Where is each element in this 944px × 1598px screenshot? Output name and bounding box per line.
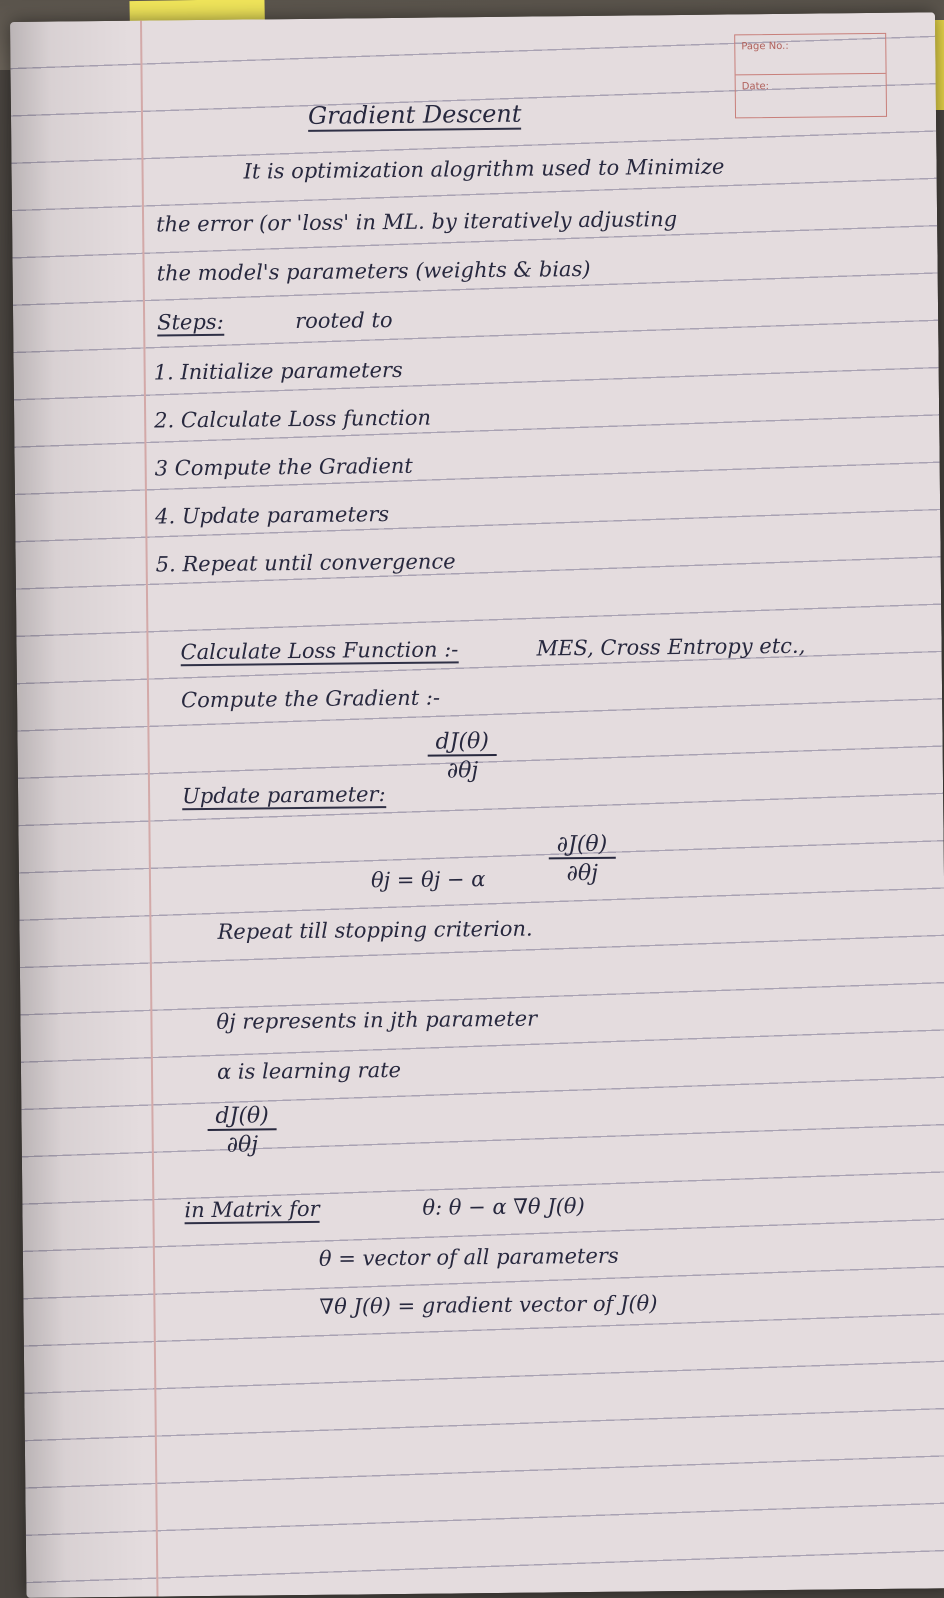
step-4: 4. Update parameters (155, 502, 390, 529)
legend-fraction (207, 1103, 277, 1158)
steps-note: rooted to (295, 308, 393, 334)
legend-theta: θj represents in jth parameter (216, 1006, 538, 1034)
gradient-denominator: ∂θj (446, 758, 479, 784)
definition-line-2: the error (or 'loss' in ML. by iteratively adjusting (156, 207, 678, 237)
update-heading: Update parameter: (181, 782, 386, 809)
gradient-definition: ∇θ J(θ) = gradient vector of J(θ) (319, 1291, 658, 1319)
gradient-numerator: dJ(θ) (427, 729, 497, 757)
definition-line-1: It is optimization alogrithm used to Minimize (243, 154, 725, 184)
update-rule-lhs: θj = θj − α (370, 867, 486, 893)
gradient-fraction (427, 729, 497, 784)
margin-line (140, 21, 159, 1597)
matrix-label: in Matrix for (184, 1196, 320, 1223)
repeat-line: Repeat till stopping criterion. (217, 916, 533, 944)
definition-line-3: the model's parameters (weights & bias) (156, 256, 591, 286)
calc-loss-value: MES, Cross Entropy etc., (536, 633, 806, 661)
update-rule-fraction (549, 832, 616, 887)
page-meta-box (734, 33, 887, 119)
matrix-formula: θ: θ − α ∇θ J(θ) (422, 1194, 585, 1220)
legend-denominator: ∂θj (226, 1132, 259, 1158)
step-2: 2. Calculate Loss function (154, 405, 432, 433)
date-label: Date: (741, 81, 770, 93)
step-5: 5. Repeat until convergence (155, 549, 456, 577)
steps-heading: Steps: (157, 309, 224, 335)
page-title: Gradient Descent (307, 99, 522, 130)
calc-loss-label: Calculate Loss Function :- (180, 637, 459, 665)
date-field (736, 74, 886, 116)
legend-alpha: α is learning rate (216, 1057, 402, 1084)
step-1: 1. Initialize parameters (153, 357, 403, 385)
step-3: 3 Compute the Gradient (154, 453, 413, 481)
theta-definition: θ = vector of all parameters (318, 1243, 619, 1271)
update-rule-denominator: ∂θj (566, 860, 599, 887)
page-no-label: Page No.: (741, 40, 789, 53)
compute-gradient-label: Compute the Gradient :- (180, 685, 441, 713)
page-no-field (735, 34, 885, 76)
update-rule-numerator: ∂J(θ) (549, 832, 616, 860)
notebook-page (10, 12, 944, 1598)
legend-numerator: dJ(θ) (207, 1103, 277, 1131)
